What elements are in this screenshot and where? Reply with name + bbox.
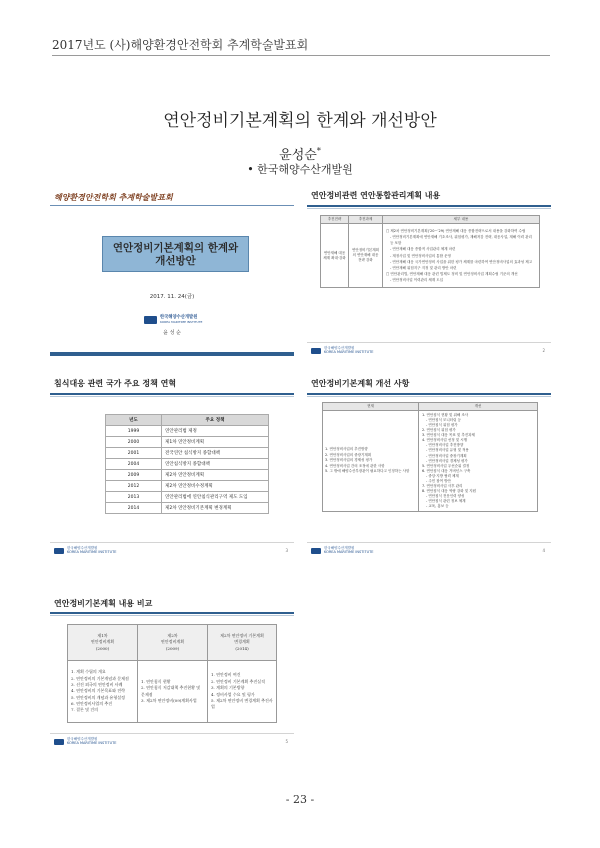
slide2-table (320, 215, 540, 288)
slide3-footer (54, 547, 117, 555)
slide3-footer-rule (50, 542, 294, 543)
table-cell-year: 2009 (106, 470, 162, 481)
slide1-title-box (102, 236, 249, 272)
slide5-title: 연안정비기본계획 내용 비교 (54, 599, 153, 608)
footer-org-en: KOREA MARITIME INSTITUTE (67, 550, 117, 555)
slide5-title-rule-thin (50, 615, 294, 616)
slide2-title: 연안정비관련 연안통합관리계획 내용 (311, 191, 441, 200)
list-item: 3. 연안침식 대응 목표 및 추진과제 (422, 433, 475, 438)
slide4-footer (311, 547, 374, 555)
table-cell-policy: 연안침식방지 종합대책 (162, 459, 269, 470)
table-cell-policy: 제1차 연안정비계획 (162, 437, 269, 448)
slide-page-num: 5 (285, 739, 288, 744)
table-header-row (106, 415, 269, 426)
table-header-col3 (208, 625, 277, 661)
table-row (321, 224, 540, 288)
list-item: - 중앙·지방 협력 체계 (426, 473, 459, 478)
list-item: - 연안침식 위험 평가 (426, 423, 458, 428)
footer-org-en: KOREA MARITIME INSTITUTE (324, 350, 374, 355)
list-item: - 연안정비기본계획에 연안재해 기초조사, 위험평가, 재해저감 전략, 대응사업, 재해 이력 관리 등 포함 (390, 235, 532, 246)
slide1-presenter: 윤 성 순 (163, 330, 181, 336)
slide1-date: 2017. 11. 24(금) (149, 294, 195, 300)
table-cell (68, 661, 138, 723)
table-cell-policy: 연안관리법 제정 (162, 426, 269, 437)
list-item: 1. 연안정비사업의 추진방향 (325, 447, 368, 452)
table-header-col1 (68, 625, 138, 661)
footer-org (324, 547, 374, 555)
slide1-header-label: 해양환경안전학회 추계학술발표회 (54, 193, 173, 202)
author-mark: * (316, 146, 321, 156)
footer-org (67, 738, 117, 746)
slide-page-num: 2 (542, 348, 545, 353)
table-row (106, 448, 269, 459)
slide3-table (105, 414, 269, 514)
list-item: 8. 연안침식 대응 역량 강화 및 지원 (422, 488, 476, 493)
kmi-logo-icon (311, 548, 321, 554)
list-item: - 연안침식 전문인력 양성 (426, 494, 465, 498)
slide1-org-block (144, 316, 202, 324)
footer-org-ko: 한국해양수산개발원 (67, 737, 98, 742)
list-item: □ 제2차 연안정비기본계획(’20~’29) 연안재해 대응 종합전략으로서 내용을 강화하여 수립 (386, 229, 526, 233)
list-item: 5. 연안정비사업 우선순위 결정 (422, 463, 470, 468)
slide4-title: 연안정비기본계획 개선 사항 (311, 379, 410, 388)
table-header-row (68, 625, 277, 661)
slide3-title: 침식대응 관련 국가 주요 정책 연혁 (54, 379, 177, 388)
slide1-org-text (160, 316, 202, 324)
list-item: 1. 연안침식 현황 (141, 678, 171, 684)
table-cell-policy: 연안관리법에 연안침식관리구역 제도 도입 (162, 492, 269, 503)
list-item: 1. 연안정비 여건 (211, 672, 241, 678)
kmi-logo-icon (54, 739, 64, 745)
slide-plan-improvements (307, 374, 551, 557)
slide2-title-rule-thin (307, 208, 551, 209)
table-header-row (323, 403, 538, 411)
table-cell-list (383, 224, 540, 288)
footer-org-en: KOREA MARITIME INSTITUTE (324, 550, 374, 555)
list-item: 2. 연안정비의 기본개념과 문제점 (71, 675, 129, 681)
slide1-org-en: KOREA MARITIME INSTITUTE (160, 319, 203, 324)
paper-title: 연안정비기본계획의 한계와 개선방안 (163, 111, 437, 131)
table-cell-year: 1999 (106, 426, 162, 437)
list-item: - 연안정비사업 이력관리 체계 도입 (390, 278, 444, 282)
slide-policy-history (50, 374, 294, 557)
slide5-table (67, 624, 277, 723)
list-item: - 연안정비사업 유형 및 적용 (426, 448, 469, 453)
table-row (106, 437, 269, 448)
list-item: 1. 연안침식 현황 및 위해 조사 (422, 413, 469, 417)
slide-page-num: 3 (285, 548, 288, 553)
table-header: 주요 정책 (162, 415, 269, 426)
slide5-footer (54, 738, 117, 746)
table-cell (138, 661, 208, 723)
table-cell-year: 2014 (106, 503, 162, 514)
table-header: 년도 (106, 415, 162, 426)
list-item: 5. 연안정비의 개념과 유형설정 (71, 694, 125, 700)
slide-title-page (50, 185, 294, 357)
table-cell-improved (419, 411, 538, 512)
list-item: 4. 연안정비의 기본목표와 전략 (71, 688, 125, 694)
slide1-bottom-rule (50, 352, 294, 356)
list-item: 2. 연안정비 기본계획 추진실적 (211, 678, 265, 684)
footer-org-ko: 한국해양수산개발원 (67, 546, 98, 551)
header-line: 제2차 연안정비 기본계획 (220, 632, 264, 638)
slide1-org-ko: 한국해양수산개발원 (160, 315, 198, 320)
slide5-title-rule (50, 612, 294, 614)
list-item: 5. 제2차 연안정비 변경계획 추진사업 (211, 697, 273, 710)
table-header: 추진과제 (349, 216, 383, 224)
list-item: - 연안재해 대응 국가연안정비 사업을 위한 평가 체계를 마련하여 연안정비사업의 효과성 제고 (390, 259, 532, 264)
table-row (106, 470, 269, 481)
header-line: (2000) (95, 645, 110, 651)
slide-plan-comparison (50, 593, 294, 748)
list-item: 2. 연안침식 저감대책 추진현황 및 문제점 (141, 685, 201, 697)
header-line: 제1차 (97, 632, 108, 638)
list-item: - 연안정비사업 중장기계획 (426, 453, 467, 458)
slide4-table (322, 402, 538, 512)
list-item: 2. 연안침식 위험 평가 (422, 428, 456, 433)
list-item: 6. 연안정비사업의 추진 (71, 701, 113, 707)
list-item: - 재정사업 및 연안정비사업의 통합 운영 (390, 253, 451, 258)
table-cell: 연안정비기본계획의 연안재해 대응전략 강화 (349, 224, 383, 288)
list-item: 4. 연안정비사업 선정 및 시행 (422, 438, 467, 443)
table-header-row (321, 216, 540, 224)
table-row (106, 492, 269, 503)
page-number: - 23 - (285, 793, 315, 806)
list-item: 4. 정비사업 수요 및 평가 (211, 691, 255, 697)
table-cell-year: 2013 (106, 492, 162, 503)
list-item: - 연안침식 관련 정보 체계 (426, 499, 466, 504)
list-item: 5. 그 밖에 해양수산부장관이 필요하다고 인정하는 사항 (325, 469, 410, 474)
slide4-footer-rule (307, 542, 551, 543)
kmi-logo-icon (54, 548, 64, 554)
table-cell (208, 661, 277, 723)
slide4-title-rule (307, 393, 551, 395)
slide1-title-line2: 개선방안 (155, 254, 196, 267)
slide5-footer-rule (50, 733, 294, 734)
table-row (106, 426, 269, 437)
header-divider (52, 55, 550, 56)
list-item: - 연안재해 대응 종합적 사업관리 체계 마련 (390, 247, 456, 252)
footer-org (67, 547, 117, 555)
table-cell-policy: 전국연안 침식방지 종합대책 (162, 448, 269, 459)
table-header: 개선 (419, 403, 538, 411)
list-item: - 연안정비사업 추진방향 (426, 443, 464, 448)
table-cell-current (323, 411, 419, 512)
table-cell-policy: 제2차 연안정비기본계획 변경계획 (162, 503, 269, 514)
author-name: 윤성순 (279, 148, 317, 163)
slide2-title-rule (307, 205, 551, 207)
list-item: 1. 계획 수립의 개요 (71, 669, 106, 675)
header-line: 변경계획 (234, 639, 250, 645)
table-cell-year: 2012 (106, 481, 162, 492)
slide3-title-rule (50, 393, 294, 395)
slide2-footer-rule (307, 342, 551, 343)
list-item: 3. 연안정비사업의 경제성 평가 (325, 458, 373, 463)
header-line: 연안정비계획 (160, 639, 185, 645)
table-row (68, 661, 277, 723)
footer-org (324, 347, 374, 355)
table-header: 추진전략 (321, 216, 349, 224)
list-item: 3. 선진 외국의 연안정비 사례 (71, 681, 123, 687)
list-item: 3. 제2차 연안정비(09)계획사업 (141, 697, 197, 703)
table-row (323, 411, 538, 512)
list-item: 2. 연안정비사업의 중장기계획 (325, 452, 372, 457)
table-header-col2 (138, 625, 208, 661)
footer-org-ko: 한국해양수산개발원 (324, 546, 355, 551)
header-line: (2014) (235, 645, 249, 651)
table-row (106, 459, 269, 470)
list-item: 3. 계획의 기본방향 (211, 685, 245, 691)
list-item: 6. 연안침식 대응 거버넌스 구축 (422, 468, 471, 473)
slide1-header-rule (50, 205, 294, 206)
table-cell-year: 2001 (106, 448, 162, 459)
conference-title: 2017년도 (사)해양환경안전학회 추계학술발표회 (52, 38, 309, 52)
footer-org-en: KOREA MARITIME INSTITUTE (67, 741, 117, 746)
list-item: - 연안정비사업 경제성 평가 (426, 458, 468, 463)
footer-org-ko: 한국해양수산개발원 (324, 346, 355, 351)
list-item: 7. 결론 및 건의 (71, 707, 98, 713)
slide-page-num: 4 (542, 548, 545, 553)
table-header: 현재 (323, 403, 419, 411)
header-line: 연안정비계획 (90, 639, 115, 645)
list-item: 7. 연안정비사업 사후 관리 (422, 483, 463, 488)
table-cell-year: 2004 (106, 459, 162, 470)
list-item: - 교육, 홍보 등 (426, 504, 449, 509)
slide1-title-line1: 연안정비기본계획의 한계와 (112, 242, 239, 254)
table-cell: 연안재해 대응체계 확대·강화 (321, 224, 349, 288)
table-row (106, 503, 269, 514)
list-item: - 주민 참여 방안 (426, 478, 451, 483)
table-header: 세부 내용 (383, 216, 540, 224)
list-item: 4. 연안정비사업 간의 조정에 관한 사항 (325, 463, 385, 468)
list-item: - 연안침식 모니터링 등 (426, 418, 462, 423)
table-cell-policy: 제2차 연안정비수정계획 (162, 481, 269, 492)
list-item: - 연안재해 위험지구 지정 및 관리 방안 마련 (390, 265, 457, 270)
header-line: 제2차 (167, 632, 178, 638)
header-line: (2009) (165, 645, 180, 651)
slide4-title-rule-thin (307, 396, 551, 397)
slide3-title-rule-thin (50, 396, 294, 397)
list-item: □ 연안관리법, 연안재해 대응 관련 법제도 정비 및 연안정비사업 계획수립 기준의 개선 (386, 271, 518, 276)
table-row (106, 481, 269, 492)
table-cell-policy: 제2차 연안정비계획 (162, 470, 269, 481)
kmi-logo-icon (311, 348, 321, 354)
slide2-footer (311, 347, 374, 355)
affiliation: • 한국해양수산개발원 (247, 163, 353, 176)
table-cell-year: 2000 (106, 437, 162, 448)
slide-coastal-plan-content (307, 185, 551, 357)
kmi-logo-icon (144, 316, 157, 324)
